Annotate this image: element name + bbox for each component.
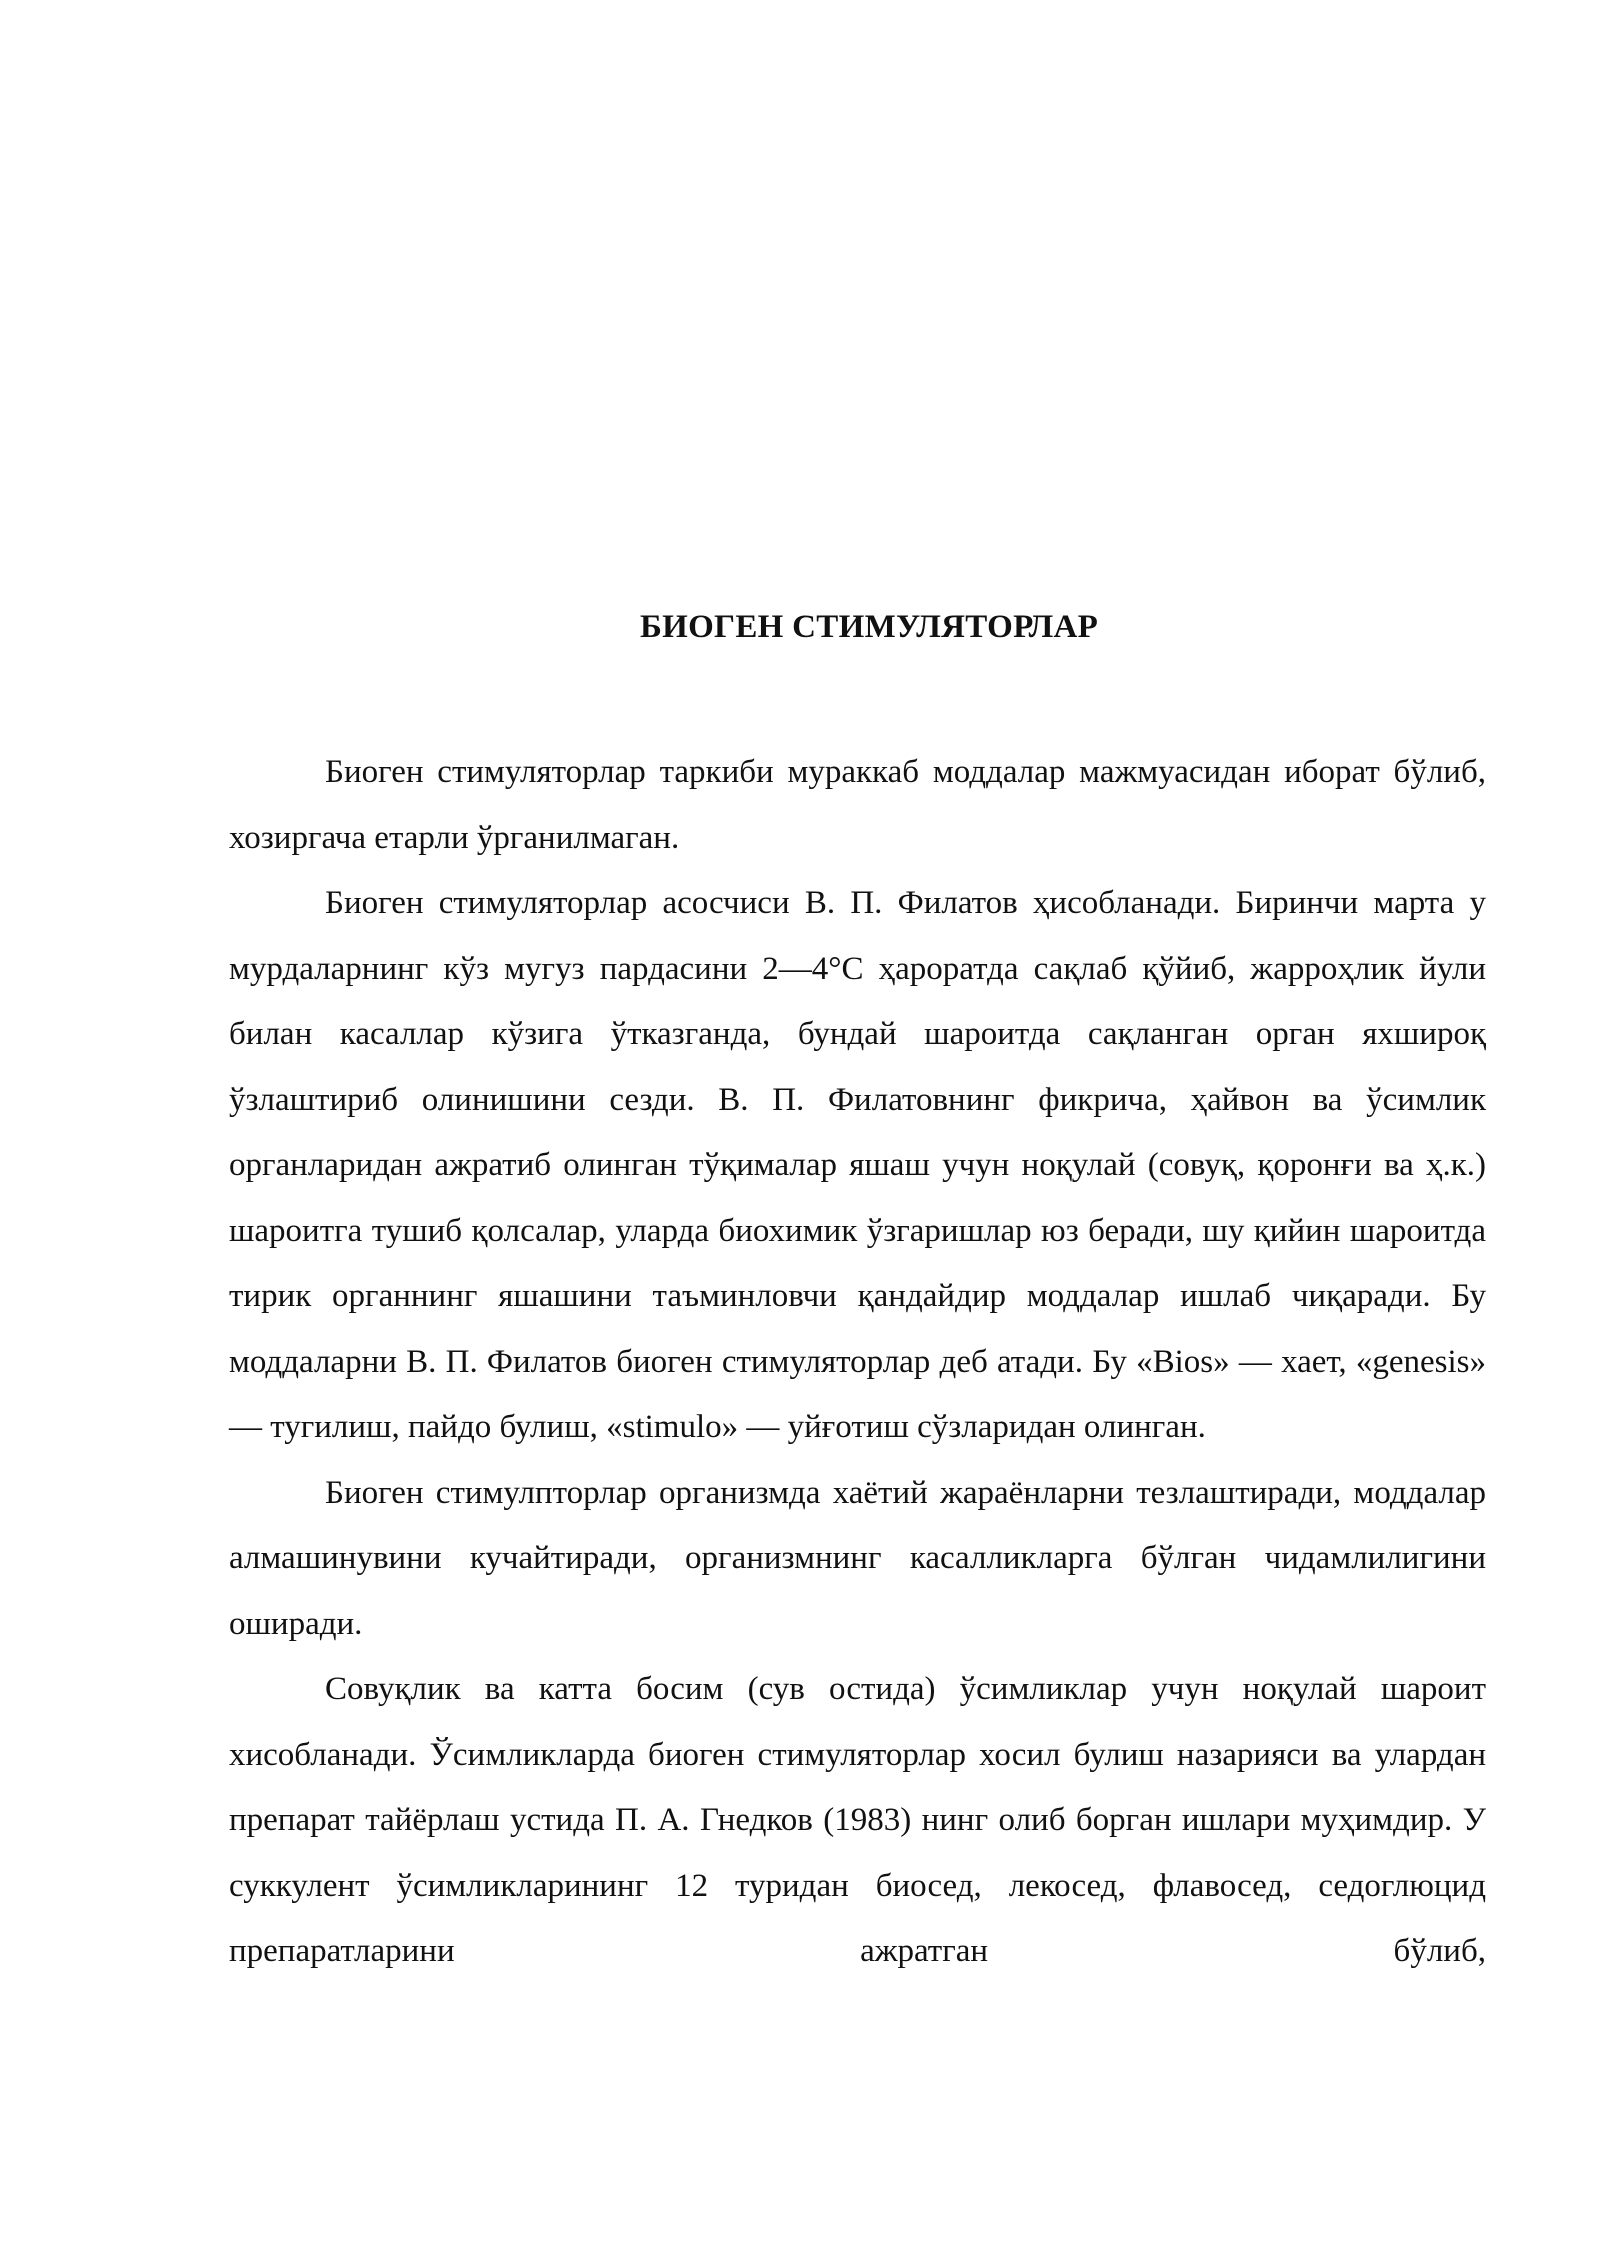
paragraph: Биоген стимуляторлар таркиби мураккаб моддалар мажмуасидан иборат бўлиб, хозиргача етарли ўрганилмаган.	[229, 754, 1486, 856]
document-title: БИОГЕН СТИМУЛЯТОРЛАР	[640, 609, 1099, 645]
paragraph: Биоген стимулпторлар организмда хаётий жараёнларни тезлаштиради, моддалар алмашинувини кучайтиради, организмнинг касалликларга бўлган чидамлилигини оширади.	[229, 1474, 1486, 1642]
paragraph: Биоген стимуляторлар асосчиси В. П. Филатов ҳисобланади. Биринчи марта у мурдаларнинг кўз мугуз пардасини 2—4°С ҳароратда сақлаб қўйиб, жарроҳлик йули билан касаллар кўзига ўтказганда, бундай шароитда сақланган орган яхшироқ ўзлаштириб олинишини сезди. В. П. Филатовнинг фикрича, ҳайвон ва ўсимлик органларидан ажратиб олинган тўқималар яшаш учун ноқулай (совуқ, қоронғи ва ҳ.к.) шароитга тушиб қолсалар, уларда биохимик ўзгаришлар юз беради, шу қийин шароитда тирик органнинг яшашини таъминловчи қандайдир моддалар ишлаб чиқаради. Бу моддаларни В. П. Филатов биоген стимуляторлар деб атади. Бу «Bios» — хает, «genesis» — тугилиш, пайдо булиш, «stimulo» — уйғотиш сўзларидан олинган.	[229, 885, 1486, 1445]
document-body	[229, 740, 1486, 1985]
paragraph: Совуқлик ва катта босим (сув остида) ўсимликлар учун ноқулай шароит хисобланади. Ўсимликларда биоген стимуляторлар хосил булиш назарияси ва улардан препарат тайёрлаш устида П. А. Гнедков (1983) нинг олиб борган ишлари муҳимдир. У суккулент ўсимликларининг 12 туридан биосед, лекосед, флавосед, седоглюцид препаратларини ажратган бўлиб,	[229, 1671, 1486, 1969]
